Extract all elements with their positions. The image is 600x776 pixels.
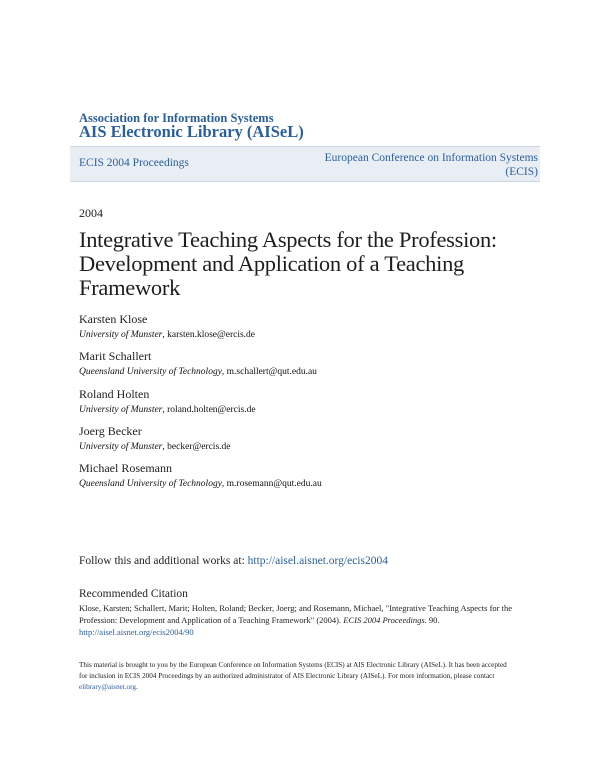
conference-link-line1[interactable]: European Conference on Information Systems	[324, 152, 538, 164]
author-affiliation: University of Munster, karsten.klose@ercis.de	[79, 330, 256, 340]
author-block	[79, 387, 256, 415]
library-name[interactable]: AIS Electronic Library (AISeL)	[79, 122, 304, 141]
citation-proceedings: ECIS 2004 Proceedings	[343, 615, 425, 625]
author-institution: Queensland University of Technology	[79, 367, 222, 377]
note-line	[79, 682, 539, 693]
author-name: Joerg Becker	[79, 424, 142, 438]
author-block	[79, 424, 230, 452]
title-line: Framework	[79, 275, 181, 300]
note-line: for inclusion in ECIS 2004 Proceedings by an authorized administrator of AIS Electronic Library (AISeL). For more information, please contact	[79, 672, 495, 680]
citation-line: Klose, Karsten; Schallert, Marit; Holten, Roland; Becker, Joerg; and Rosemann, Michael, "Integrative Teaching Aspects for the	[79, 603, 513, 613]
author-name: Michael Rosemann	[79, 461, 172, 475]
author-email: roland.holten@ercis.de	[167, 405, 256, 415]
follow-link[interactable]: http://aisel.aisnet.org/ecis2004	[247, 555, 388, 567]
note-line: This material is brought to you by the European Conference on Information Systems (ECIS) at AIS Electronic Library (AISeL). It has been accepted	[79, 661, 507, 669]
author-email: becker@ercis.de	[167, 442, 231, 452]
author-institution: University of Munster	[79, 330, 163, 340]
publication-year: 2004	[79, 206, 103, 220]
follow-line	[79, 555, 388, 567]
conference-link-line2[interactable]: (ECIS)	[505, 166, 538, 178]
citation-text	[79, 602, 549, 638]
title-line: Integrative Teaching Aspects for the Profession:	[79, 227, 497, 252]
note-end: .	[135, 683, 138, 691]
author-institution: University of Munster	[79, 442, 163, 452]
citation-line	[79, 614, 549, 626]
author-block	[79, 461, 322, 489]
citation-link[interactable]: http://aisel.aisnet.org/ecis2004/90	[79, 627, 194, 637]
author-email: m.rosemann@qut.edu.au	[226, 479, 322, 489]
citation-plain: Profession: Development and Application of a Teaching Framework" (2004).	[79, 615, 342, 625]
author-name: Roland Holten	[79, 387, 150, 401]
organization-name[interactable]: Association for Information Systems	[79, 111, 274, 125]
author-name: Marit Schallert	[79, 349, 152, 363]
footer-note	[79, 660, 539, 693]
citation-end: . 90.	[424, 615, 440, 625]
contact-email-link[interactable]: elibrary@aisnet.org	[79, 683, 136, 691]
recommended-citation-heading: Recommended Citation	[79, 588, 188, 600]
author-affiliation: University of Munster, becker@ercis.de	[79, 442, 231, 452]
author-block	[79, 349, 317, 377]
title-line: Development and Application of a Teaching	[79, 251, 464, 276]
author-email: karsten.klose@ercis.de	[167, 330, 256, 340]
follow-text: Follow this and additional works at:	[79, 555, 245, 567]
author-email: m.schallert@qut.edu.au	[226, 367, 317, 377]
author-institution: Queensland University of Technology	[79, 479, 222, 489]
author-affiliation: Queensland University of Technology, m.rosemann@qut.edu.au	[79, 479, 322, 489]
citation-link-line	[79, 626, 549, 638]
author-institution: University of Munster	[79, 405, 163, 415]
author-affiliation: University of Munster, roland.holten@ercis.de	[79, 405, 256, 415]
author-name: Karsten Klose	[79, 312, 148, 326]
conference-link[interactable]	[298, 151, 538, 179]
paper-title	[79, 228, 539, 300]
proceedings-link[interactable]: ECIS 2004 Proceedings	[79, 157, 189, 169]
author-block	[79, 312, 255, 340]
author-affiliation: Queensland University of Technology, m.schallert@qut.edu.au	[79, 367, 317, 377]
